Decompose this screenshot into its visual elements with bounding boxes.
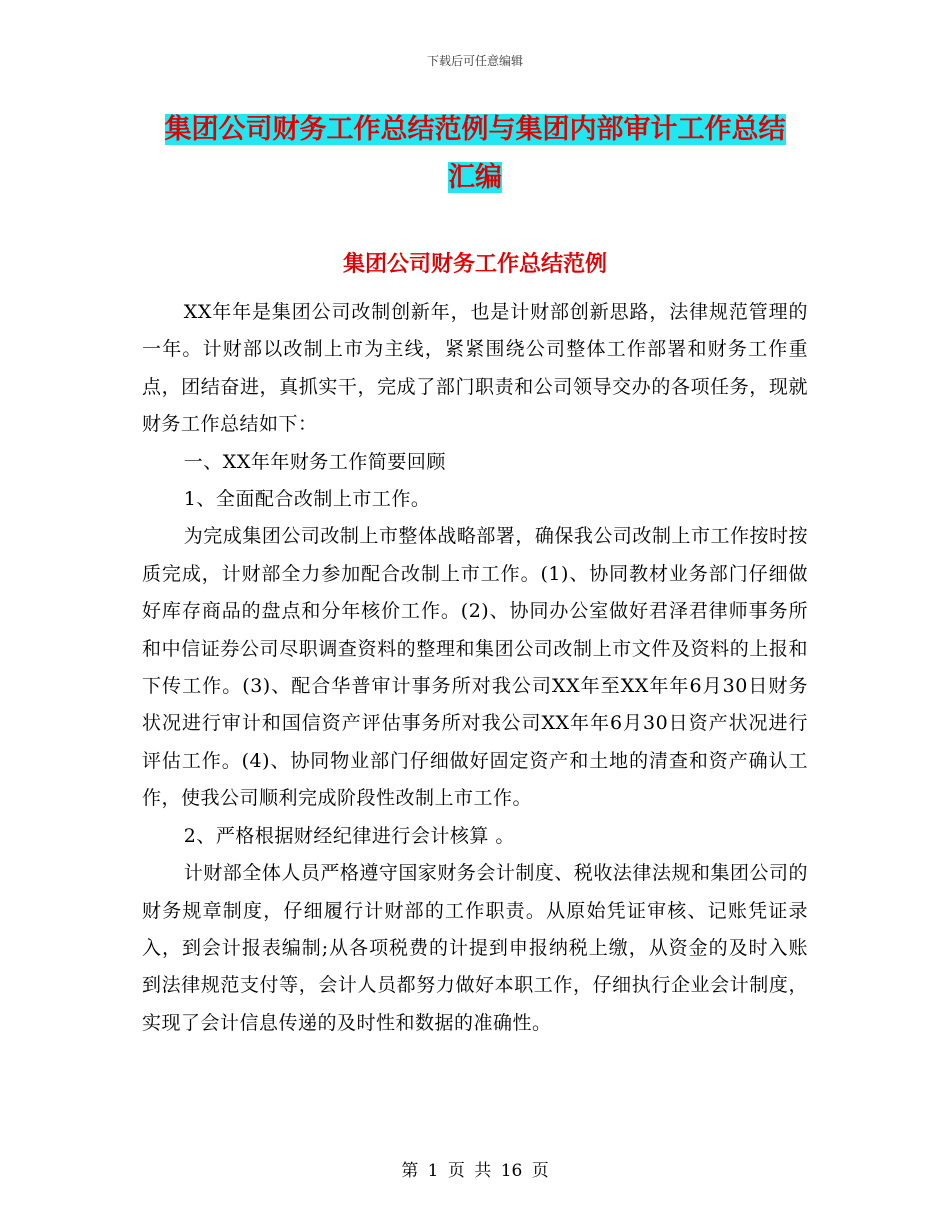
heading-review: 一、XX年年财务工作简要回顾: [183, 450, 446, 473]
paragraph-intro: XX年年是集团公司改制创新年，也是计财部创新思路，法律规范管理的一年。计财部以改制上市为主线，紧紧围绕公司整体工作部署和财务工作重点，团结奋进，真抓实干，完成了部门职责和公司领导交办的各项任务，现就财务工作总结如下：: [142, 301, 808, 436]
header-note: 下载后可任意编辑: [426, 54, 523, 68]
page-number-footer: 第 1 页 共 16 页: [401, 1161, 549, 1181]
title-line-1: 集团公司财务工作总结范例与集团内部审计工作总结: [164, 114, 786, 145]
title-line-2: 汇编: [448, 162, 502, 193]
body-text: [142, 294, 808, 1042]
paragraph-item-1: 为完成集团公司改制上市整体战略部署，确保我公司改制上市工作按时按质完成，计财部全力参加配合改制上市工作。(1)、协同教材业务部门仔细做好库存商品的盘点和分年核价工作。(2)、协同办公室做好君泽君律师事务所和中信证券公司尽职调查资料的整理和集团公司改制上市文件及资料的上报和下传工作。(3)、配合华普审计事务所对我公司XX年至XX年年6月30日财务状况进行审计和国信资产评估事务所对我公司XX年年6月30日资产状况进行评估工作。(4)、协同物业部门仔细做好固定资产和土地的清查和资产确认工作，使我公司顺利完成阶段性改制上市工作。: [142, 525, 808, 810]
paragraph-item-2: 计财部全体人员严格遵守国家财务会计制度、税收法律法规和集团公司的财务规章制度，仔细履行计财部的工作职责。从原始凭证审核、记账凭证录入，到会计报表编制;从各项税费的计提到申报纳税上缴，从资金的及时入账到法律规范支付等，会计人员都努力做好本职工作，仔细执行企业会计制度，实现了会计信息传递的及时性和数据的准确性。: [142, 862, 808, 1034]
document-title: [130, 106, 820, 202]
section-title: 集团公司财务工作总结范例: [342, 252, 607, 277]
heading-item-2: 2、严格根据财经纪律进行会计核算 。: [183, 824, 515, 847]
heading-item-1: 1、全面配合改制上市工作。: [183, 488, 431, 511]
